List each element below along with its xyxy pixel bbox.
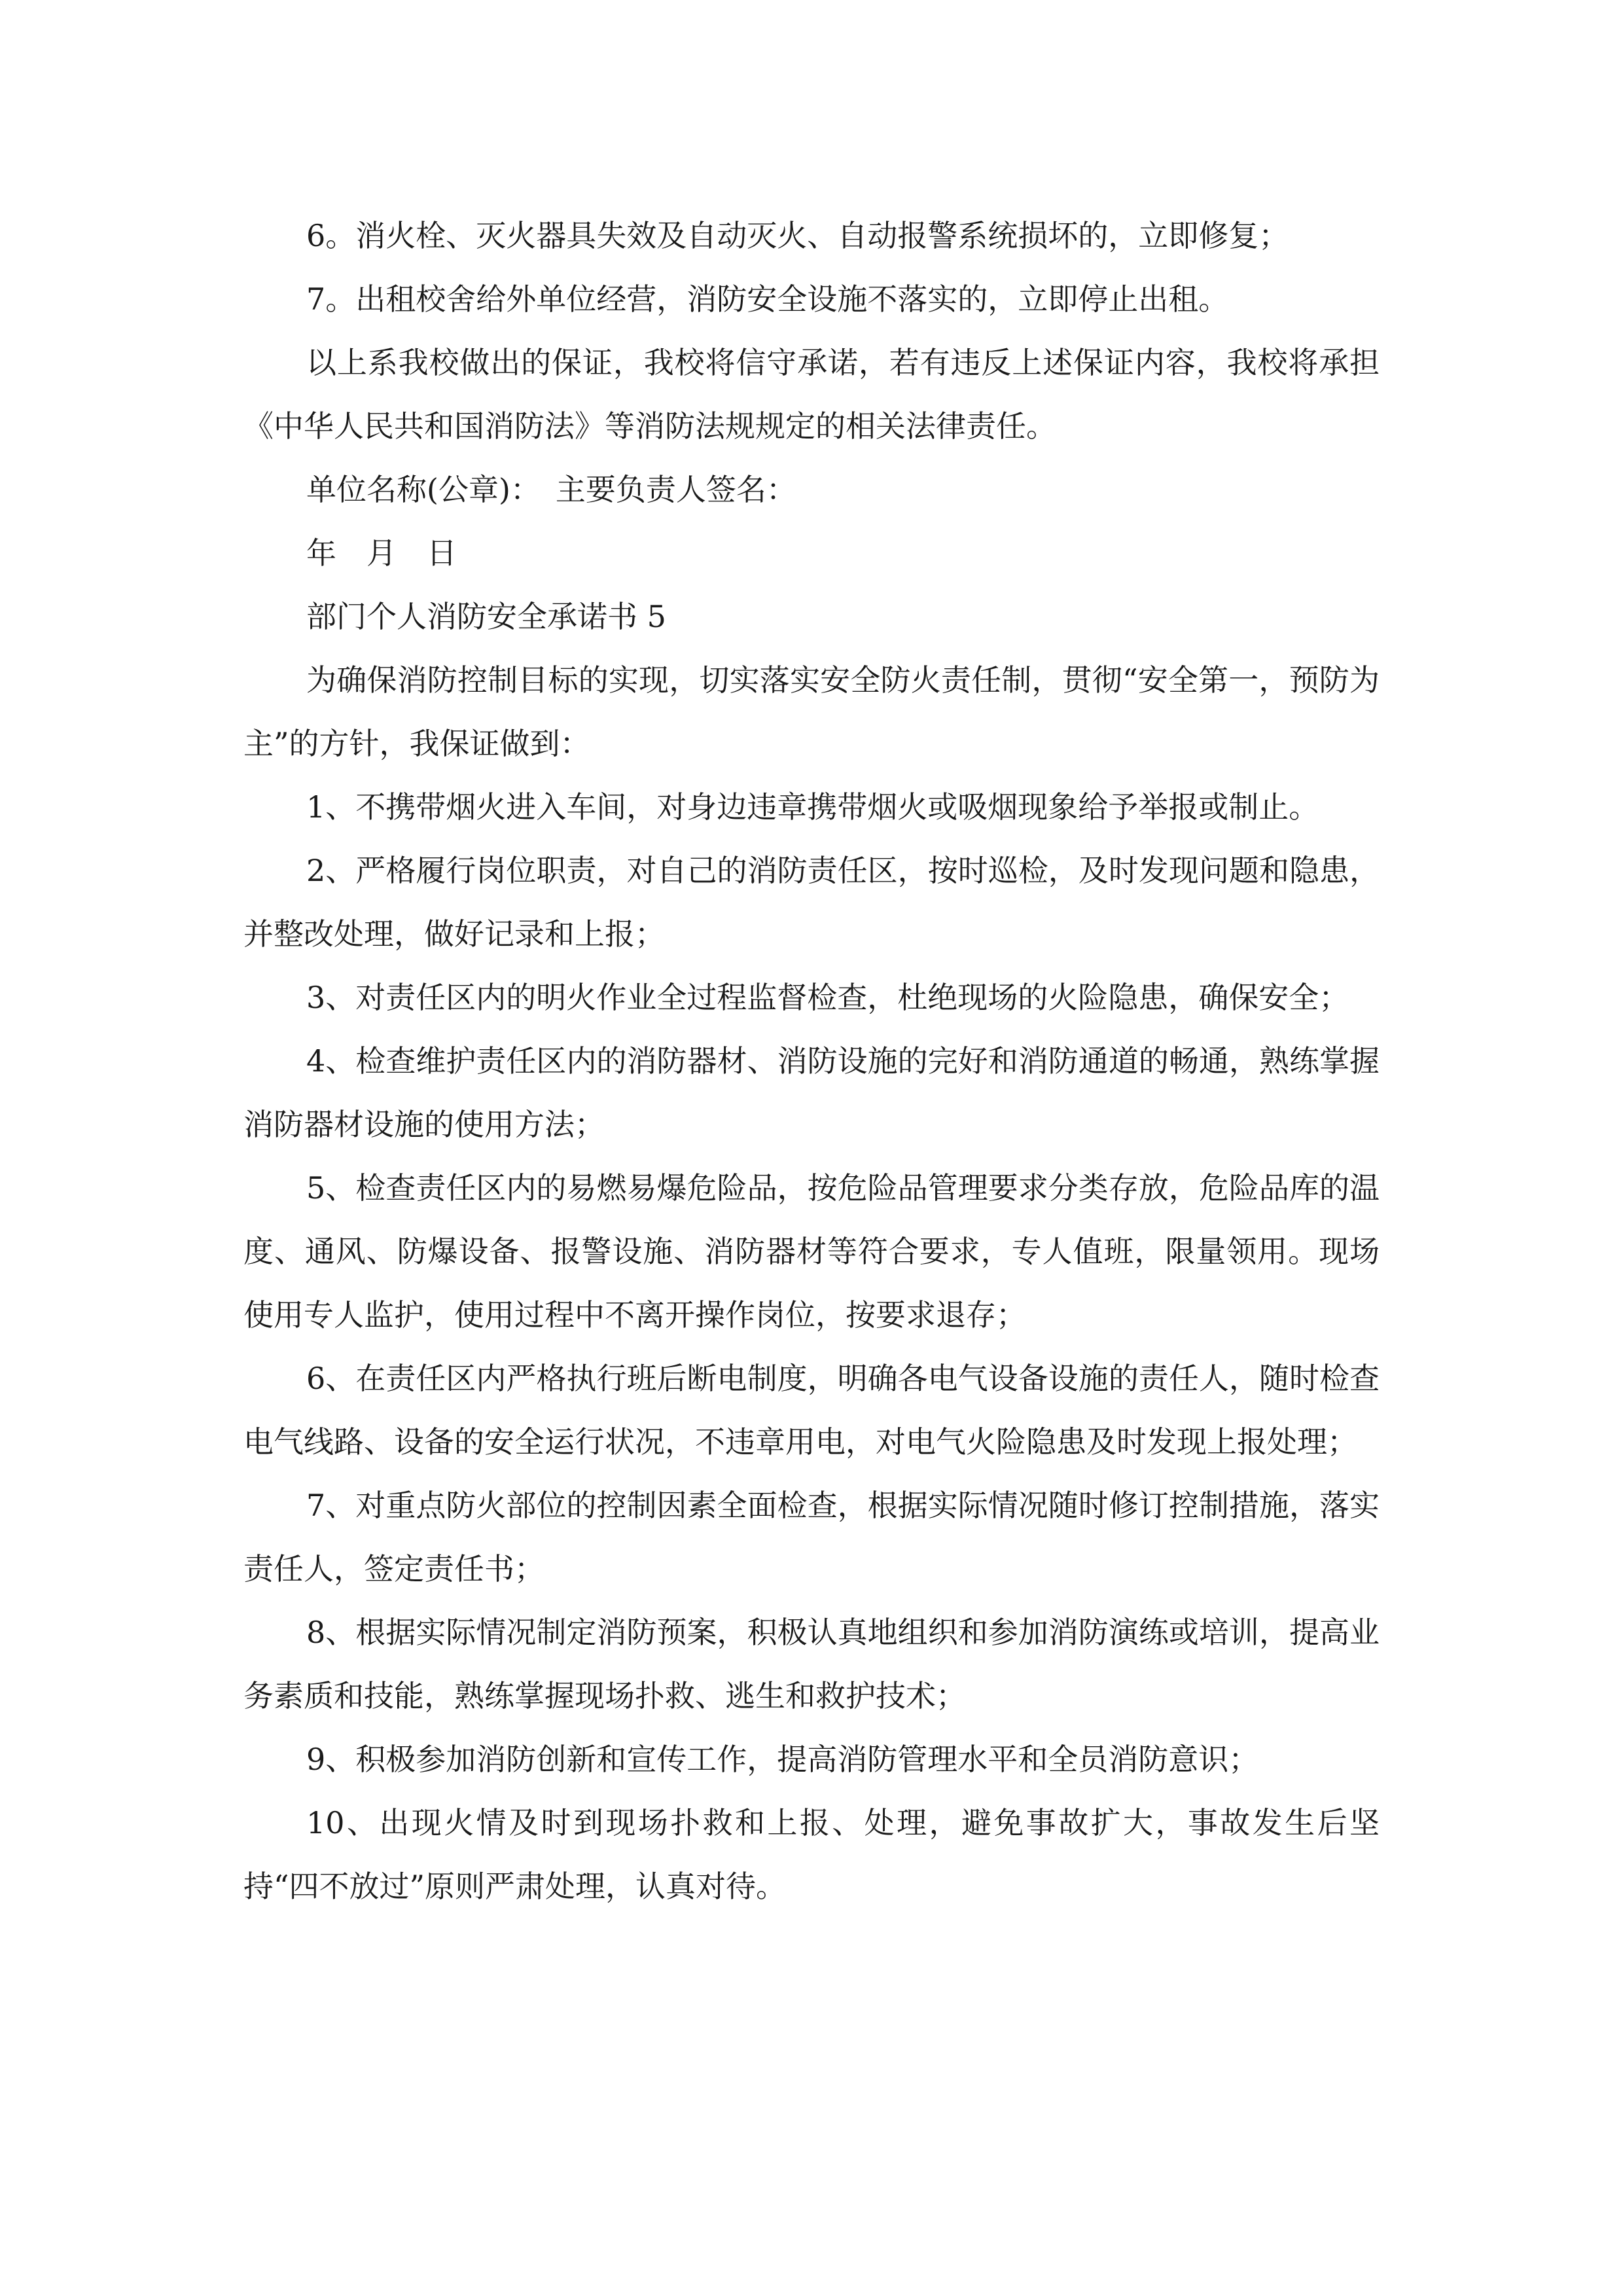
paragraph-guarantee-statement: 以上系我校做出的保证，我校将信守承诺，若有违反上述保证内容，我校将承担《中华人民共和国消防法》等消防法规规定的相关法律责任。 — [243, 345, 1380, 444]
list-item-10: 10、出现火情及时到现场扑救和上报、处理，避免事故扩大，事故发生后坚持“四不放过”原则严肃处理，认真对待。 — [243, 1805, 1380, 1904]
paragraph-item-6-hydrant: 6。消火栓、灭火器具失效及自动灭火、自动报警系统损坏的，立即修复； — [306, 218, 1289, 253]
list-item-1: 1、不携带烟火进入车间，对身边违章携带烟火或吸烟现象给予举报或制止。 — [306, 789, 1319, 825]
list-item-5: 5、检查责任区内的易燃易爆危险品，按危险品管理要求分类存放，危险品库的温度、通风、防爆设备、报警设施、消防器材等符合要求，专人值班，限量领用。现场使用专人监护，使用过程中不离开操作岗位，按要求退存； — [243, 1170, 1380, 1333]
list-item-2: 2、严格履行岗位职责，对自己的消防责任区，按时巡检，及时发现问题和隐患，并整改处理，做好记录和上报； — [243, 853, 1380, 952]
paragraph-item-7-rental: 7。出租校舍给外单位经营，消防安全设施不落实的，立即停止出租。 — [306, 281, 1229, 317]
paragraph-intro: 为确保消防控制目标的实现，切实落实安全防火责任制，贯彻“安全第一，预防为主”的方针，我保证做到： — [243, 662, 1380, 761]
list-item-8: 8、根据实际情况制定消防预案，积极认真地组织和参加消防演练或培训，提高业务素质和技能，熟练掌握现场扑救、逃生和救护技术； — [243, 1615, 1380, 1713]
list-item-6: 6、在责任区内严格执行班后断电制度，明确各电气设备设施的责任人，随时检查电气线路、设备的安全运行状况，不违章用电，对电气火险隐患及时发现上报处理； — [243, 1361, 1380, 1460]
list-item-4: 4、检查维护责任区内的消防器材、消防设施的完好和消防通道的畅通，熟练掌握消防器材设施的使用方法； — [243, 1043, 1380, 1142]
list-item-7: 7、对重点防火部位的控制因素全面检查，根据实际情况随时修订控制措施，落实责任人，签定责任书； — [243, 1488, 1380, 1587]
list-item-9: 9、积极参加消防创新和宣传工作，提高消防管理水平和全员消防意识； — [306, 1742, 1259, 1777]
date-line: 年 月 日 — [306, 535, 457, 571]
list-item-3: 3、对责任区内的明火作业全过程监督检查，杜绝现场的火险隐患，确保安全； — [306, 980, 1349, 1015]
signature-line: 单位名称(公章)： 主要负责人签名： — [306, 472, 796, 507]
document-body — [243, 204, 1380, 1918]
section-title: 部门个人消防安全承诺书 5 — [306, 599, 666, 634]
